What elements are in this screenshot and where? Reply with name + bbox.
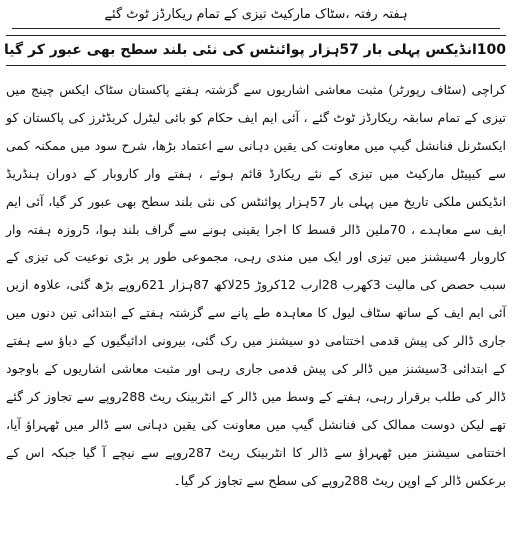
news-article [6, 4, 506, 495]
article-headline: 100انڈیکس پہلی بار 57ہزار پوائنٹس کی نئی بلند سطح بھی عبور کر گیا [6, 35, 506, 66]
divider-line [12, 28, 500, 29]
article-kicker: ہفتہ رفتہ ،سٹاک مارکیٹ تیزی کے تمام ریکارڈز ٹوٹ گئے [104, 7, 408, 22]
article-body: کراچی (سٹاف رپورٹر) مثبت معاشی اشاریوں سے گزشتہ ہفتے پاکستان سٹاک ایکس چینج میں تیزی کے تمام سابقہ ریکارڈز ٹوٹ گئے ، آئی ایم ایف حکام کو بائی لیٹرل کریڈٹرز کی پاکستان کو ایکسٹرنل فنانشل گیپ میں معاونت کی یقین دہانی سے اعتماد بڑھا، شرح سود میں ممکنہ کمی سے کیپیٹل مارکیٹ میں تیزی کے نئے ریکارڈ قائم ہوئے ، ہفتے وار کاروبار کے دوران ہنڈریڈ انڈیکس ملکی تاریخ میں پہلی بار 57ہزار پوائنٹس کی نئی بلند سطح بھی عبور کر گیا، آئی ایم ایف سے معاہدے ، 70ملین ڈالر قسط کا اجرا یقینی ہونے سے گراف بلند ہوا، 5روزہ ہفتہ وار کاروبار 4سیشنز میں تیزی اور ایک میں مندی رہی، مجموعی طور پر بڑی نوعیت کی تیزی کے سبب حصص کی مالیت 3کھرب 28ارب 12کروڑ 25لاکھ 87ہزار 621روپے بڑھ گئی، علاوہ ازیں آئی ایم ایف کے ساتھ سٹاف لیول کا معاہدہ طے پانے سے گزشتہ ہفتے کے ابتدائی تین دنوں میں جاری ڈالر کی پیش قدمی اختتامی دو سیشنز میں رک گئی، بیرونی ادائیگیوں کے دباؤ سے ہفتے کے ابتدائی 3سیشنز میں ڈالر کی پیش قدمی جاری رہی اور مثبت معاشی اشاریوں کے باوجود ڈالر کی طلب برقرار رہی، ہفتے کے وسط میں ڈالر کے انٹربینک ریٹ 288روپے سے تجاوز کر گئے تھے لیکن دوست ممالک کی فنانشل گیپ میں معاونت کی یقین دہانی سے ڈالر میں ٹھہراؤ آیا، اختتامی سیشنز میں ٹھہراؤ سے ڈالر کا انٹربینک ریٹ 287روپے سے نیچے آ گیا جبکہ اس کے برعکس ڈالر کے اوپن ریٹ 288روپے کی سطح سے تجاوز کر گیا۔ [6, 82, 507, 488]
